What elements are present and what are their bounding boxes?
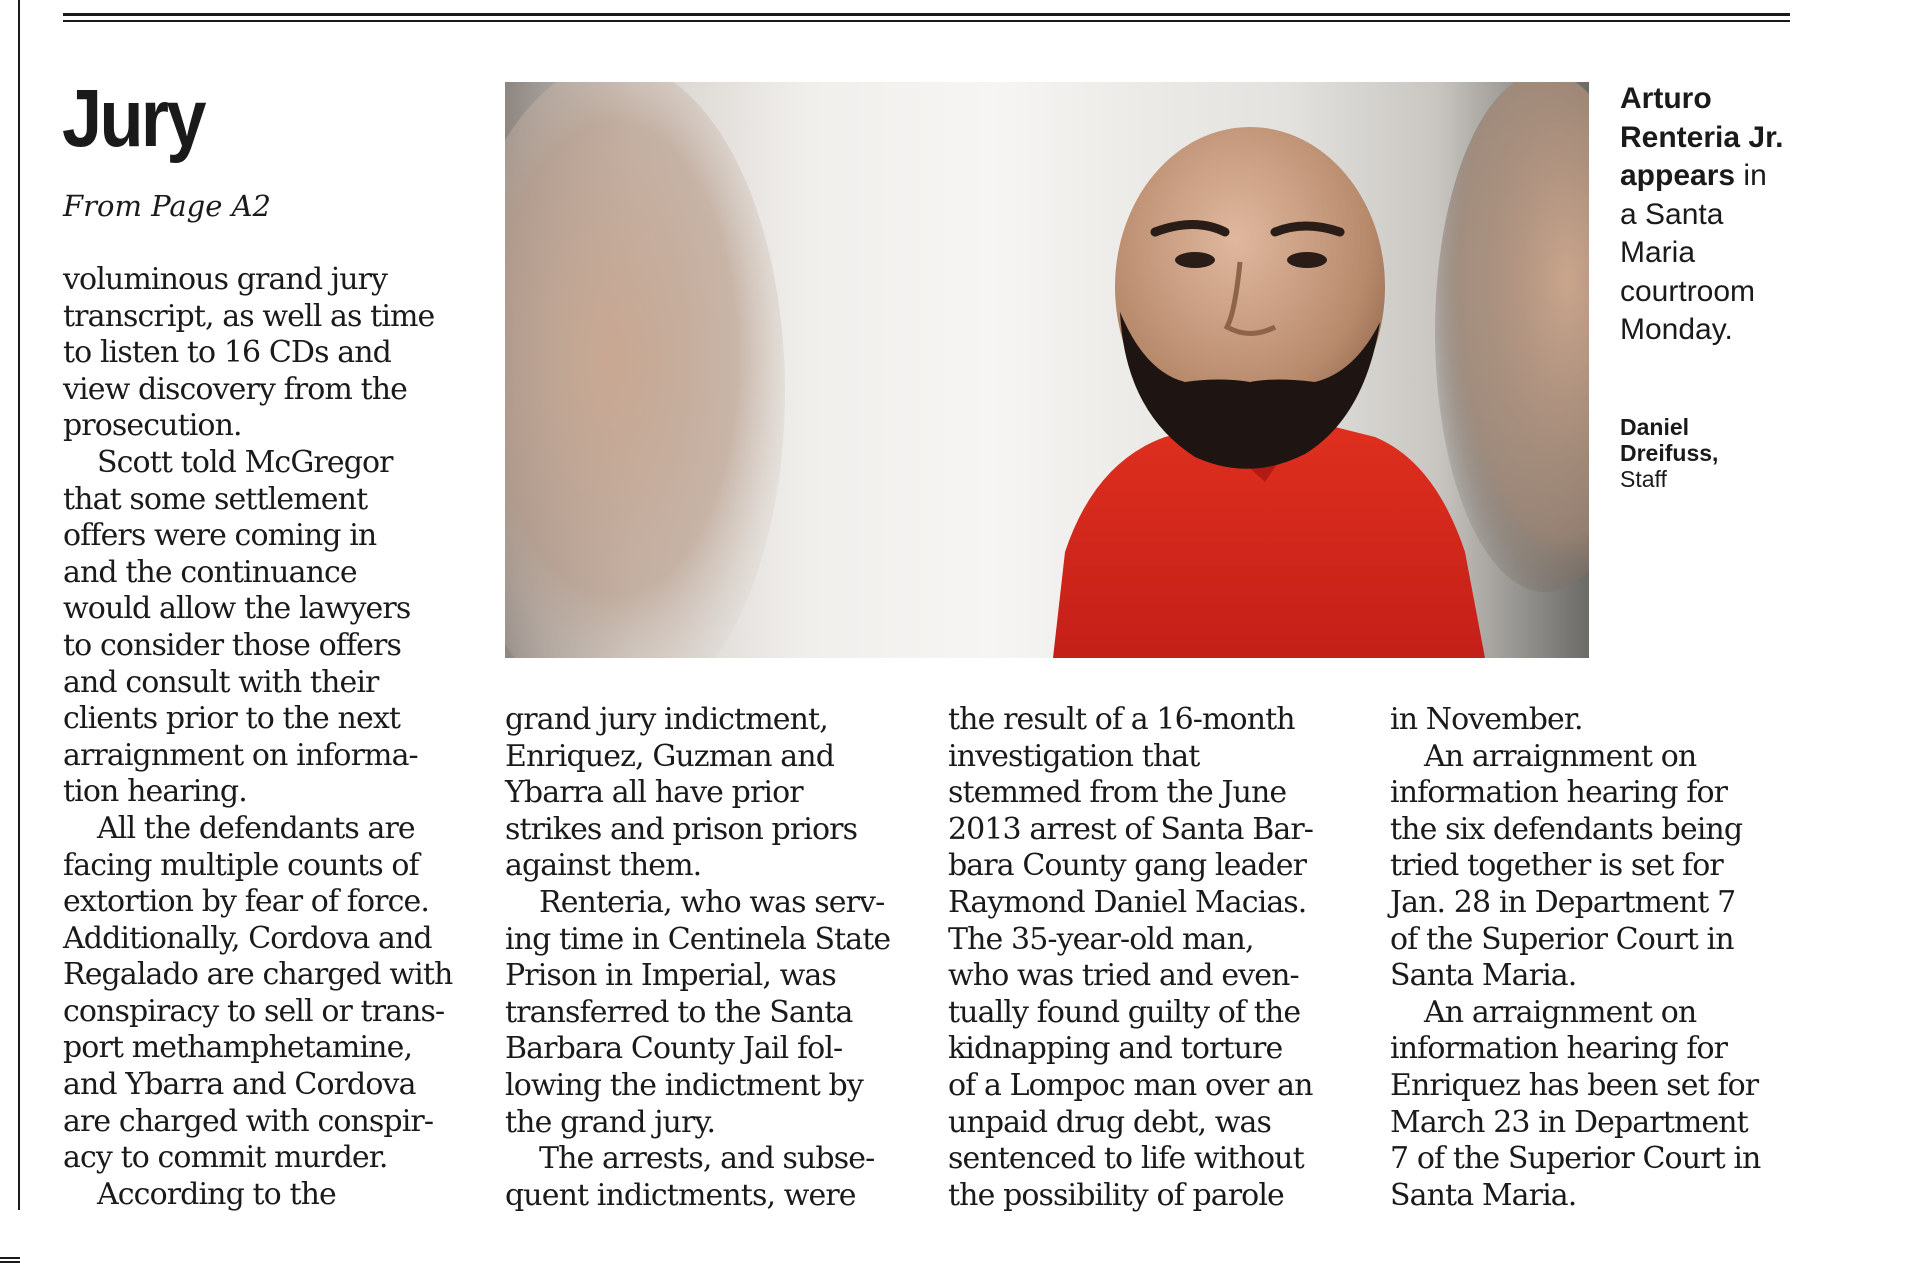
- jump-line: From Page A2: [63, 189, 271, 223]
- text-line: would allow the lawyers: [63, 591, 411, 627]
- text-line: port methamphetamine,: [63, 1030, 413, 1066]
- text-line: bara County gang leader: [948, 848, 1307, 884]
- blurred-foreground-figure: [505, 82, 785, 658]
- article-paragraph: [505, 1141, 905, 1214]
- article-paragraph: [1390, 702, 1790, 739]
- text-line: against them.: [505, 848, 702, 884]
- text-line: the six defendants being: [1390, 811, 1743, 847]
- credit-role: Staff: [1620, 466, 1667, 492]
- text-line: tion hearing.: [63, 774, 247, 810]
- text-line: extortion by fear of force.: [63, 884, 430, 920]
- article-column-4: [1390, 702, 1790, 1214]
- article-paragraph: [63, 811, 463, 1177]
- article-paragraph: [505, 885, 905, 1141]
- text-line: of the Superior Court in: [1390, 921, 1734, 957]
- text-line: Regalado are charged with: [63, 957, 453, 993]
- text-line: arraignment on informa-: [63, 737, 418, 773]
- photo-credit: [1620, 414, 1790, 492]
- text-line: lowing the indictment by: [505, 1067, 863, 1103]
- news-photo: [505, 82, 1589, 658]
- margin-mark: [0, 1257, 20, 1263]
- top-rule-thin: [63, 20, 1790, 22]
- text-line: offers were coming in: [63, 518, 377, 554]
- text-line: transferred to the Santa: [505, 994, 853, 1030]
- text-line: sentenced to life without: [948, 1141, 1304, 1177]
- text-line: tually found guilty of the: [948, 994, 1301, 1030]
- text-line: Ybarra all have prior: [505, 775, 803, 811]
- text-line: grand jury indictment,: [505, 702, 828, 737]
- text-line: The arrests, and subse-: [539, 1141, 875, 1177]
- text-line: that some settlement: [63, 481, 368, 517]
- text-line: tried together is set for: [1390, 848, 1723, 884]
- text-line: ing time in Centinela State: [505, 921, 891, 957]
- text-line: Barbara County Jail fol-: [505, 1031, 843, 1067]
- eye-left: [1175, 252, 1215, 268]
- text-line: are charged with conspir-: [63, 1103, 434, 1139]
- text-line: the grand jury.: [505, 1104, 716, 1140]
- text-line: view discovery from the: [63, 371, 408, 407]
- photo-caption: [1620, 80, 1790, 350]
- text-line: Santa Maria.: [1390, 1177, 1577, 1213]
- text-line: facing multiple counts of: [63, 847, 419, 883]
- text-line: conspiracy to sell or trans-: [63, 993, 445, 1029]
- page-left-border: [18, 0, 20, 1210]
- text-line: of a Lompoc man over an: [948, 1067, 1313, 1103]
- top-rule: [63, 13, 1790, 16]
- text-line: investigation that: [948, 738, 1200, 774]
- text-line: unpaid drug debt, was: [948, 1104, 1272, 1140]
- text-line: prosecution.: [63, 408, 242, 444]
- text-line: Additionally, Cordova and: [63, 920, 432, 956]
- text-line: Scott told McGregor: [97, 444, 393, 480]
- text-line: voluminous grand jury: [63, 262, 388, 297]
- article-column-3: [948, 702, 1348, 1214]
- article-paragraph: [1390, 995, 1790, 1215]
- text-line: to listen to 16 CDs and: [63, 335, 391, 371]
- caption-lead: Arturo Renteria Jr. appears: [1620, 82, 1784, 192]
- blurred-background-figure: [1435, 82, 1589, 592]
- courtroom-photo-illustration: [505, 82, 1589, 658]
- text-line: An arraignment on: [1424, 994, 1697, 1030]
- text-line: 7 of the Superior Court in: [1390, 1141, 1761, 1177]
- text-line: Enriquez, Guzman and: [505, 738, 835, 774]
- text-line: and Ybarra and Cordova: [63, 1067, 416, 1103]
- text-line: strikes and prison priors: [505, 811, 858, 847]
- text-line: transcript, as well as time: [63, 298, 435, 334]
- article-paragraph: [63, 1177, 463, 1214]
- article-paragraph: [63, 262, 463, 445]
- caption-text: in a Santa Maria courtroom Monday.: [1620, 159, 1767, 346]
- article-column-1: [63, 262, 463, 1213]
- text-line: who was tried and even-: [948, 958, 1299, 994]
- text-line: An arraignment on: [1424, 738, 1697, 774]
- text-line: The 35-year-old man,: [948, 921, 1254, 957]
- text-line: stemmed from the June: [948, 775, 1287, 811]
- text-line: in November.: [1390, 702, 1583, 737]
- text-line: Raymond Daniel Macias.: [948, 884, 1307, 920]
- article-paragraph: [63, 445, 463, 811]
- text-line: quent indictments, were: [505, 1177, 856, 1213]
- text-line: All the defendants are: [97, 810, 415, 846]
- credit-name: Daniel Dreifuss,: [1620, 414, 1719, 466]
- text-line: acy to commit murder.: [63, 1140, 388, 1176]
- text-line: Renteria, who was serv-: [539, 884, 885, 920]
- text-line: March 23 in Department: [1390, 1104, 1748, 1140]
- article-column-2: [505, 702, 905, 1214]
- text-line: Santa Maria.: [1390, 958, 1577, 994]
- article-paragraph: [505, 702, 905, 885]
- article-paragraph: [1390, 739, 1790, 995]
- text-line: kidnapping and torture: [948, 1031, 1283, 1067]
- text-line: to consider those offers: [63, 627, 401, 663]
- text-line: information hearing for: [1390, 775, 1728, 811]
- text-line: information hearing for: [1390, 1031, 1728, 1067]
- eye-right: [1287, 252, 1327, 268]
- text-line: According to the: [97, 1176, 336, 1212]
- text-line: and consult with their: [63, 664, 379, 700]
- text-line: Prison in Imperial, was: [505, 958, 836, 994]
- article-paragraph: [948, 702, 1348, 1214]
- text-line: Jan. 28 in Department 7: [1390, 884, 1736, 920]
- text-line: clients prior to the next: [63, 701, 401, 737]
- text-line: the possibility of parole: [948, 1177, 1284, 1213]
- headline: Jury: [62, 73, 204, 164]
- text-line: Enriquez has been set for: [1390, 1067, 1759, 1103]
- text-line: the result of a 16-month: [948, 702, 1295, 737]
- text-line: 2013 arrest of Santa Bar-: [948, 811, 1314, 847]
- text-line: and the continuance: [63, 554, 357, 590]
